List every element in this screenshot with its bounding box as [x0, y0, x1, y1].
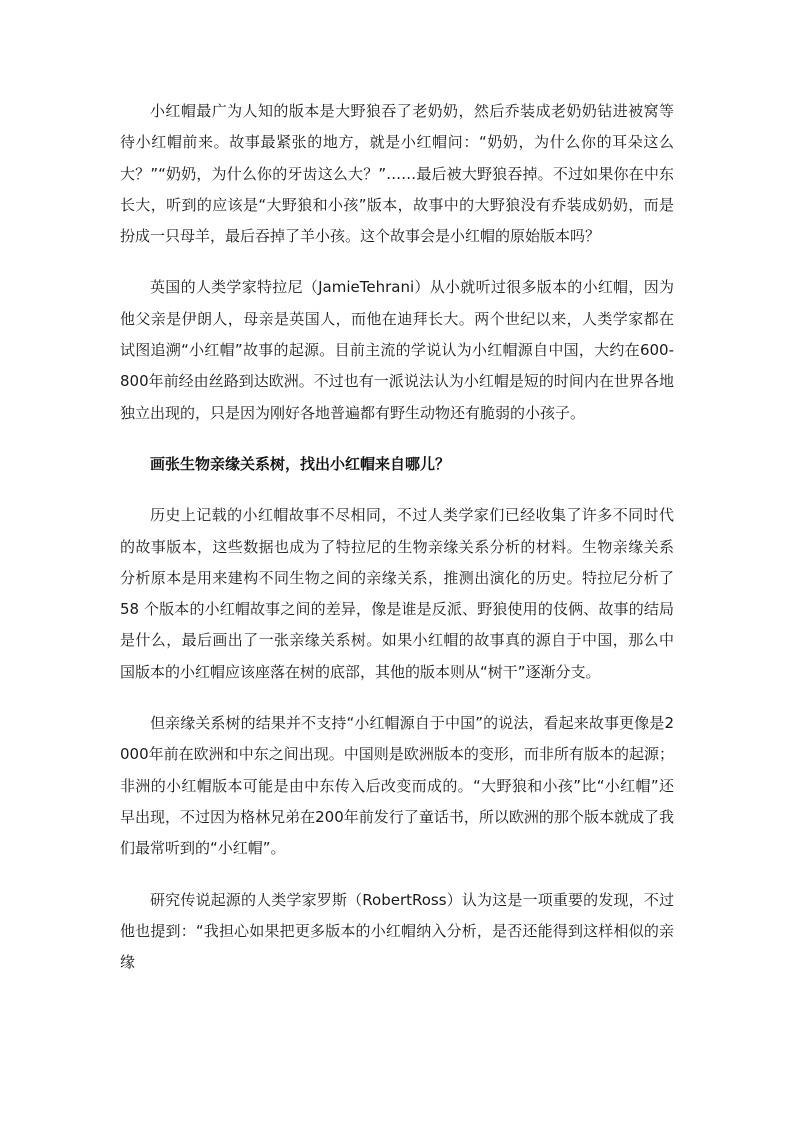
section-heading: 画张生物亲缘关系树，找出小红帽来自哪儿？: [150, 454, 451, 473]
paragraph-intro-2: 英国的人类学家特拉尼（JamieTehrani）从小就听过很多版本的小红帽，因为他父亲是伊朗人，母亲是英国人，而他在迪拜长大。两个世纪以来，人类学家都在试图追溯“小红帽”故事的起源。目前主流的学说认为小红帽源自中国，大约在600-800年前经由丝路到达欧洲。不过也有一派说法认为小红帽是短的时间内在世界各地独立出现的，只是因为刚好各地普遍都有野生动物还有脆弱的小孩子。: [120, 278, 674, 422]
paragraph-intro-1: 小红帽最广为人知的版本是大野狼吞了老奶奶，然后乔装成老奶奶钻进被窝等待小红帽前来。故事最紧张的地方，就是小红帽问：“奶奶，为什么你的耳朵这么大？”“奶奶，为什么你的牙齿这么大？”……最后被大野狼吞掉。不过如果你在中东长大，听到的应该是“大野狼和小孩”版本，故事中的大野狼没有乔装成奶奶，而是扮成一只母羊，最后吞掉了羊小孩。这个故事会是小红帽的原始版本吗？: [120, 102, 674, 246]
document-page: [120, 96, 674, 998]
paragraph-body-1: 历史上记载的小红帽故事不尽相同，不过人类学家们已经收集了许多不同时代的故事版本，这些数据也成为了特拉尼的生物亲缘关系分析的材料。生物亲缘关系分析原本是用来建构不同生物之间的亲缘关系，推测出演化的历史。特拉尼分析了 58 个版本的小红帽故事之间的差异，像是谁是反派、野狼使用的伎俩、故事的结局是什么，最后画出了一张亲缘关系树。如果小红帽的故事真的源自于中国，那么中国版本的小红帽应该座落在树的底部，其他的版本则从“树干”逐渐分支。: [120, 506, 674, 681]
paragraph-body-2: 但亲缘关系树的结果并不支持“小红帽源自于中国”的说法，看起来故事更像是2000年前在欧洲和中东之间出现。中国则是欧洲版本的变形，而非所有版本的起源；非洲的小红帽版本可能是由中东传入后改变而成的。“大野狼和小孩”比“小红帽”还早出现，不过因为格林兄弟在200年前发行了童话书，所以欧洲的那个版本就成了我们最常听到的“小红帽”。: [120, 714, 674, 858]
paragraph-body-3: 研究传说起源的人类学家罗斯（RobertRoss）认为这是一项重要的发现，不过他也提到：“我担心如果把更多版本的小红帽纳入分析，是否还能得到这样相似的亲缘: [120, 890, 674, 972]
